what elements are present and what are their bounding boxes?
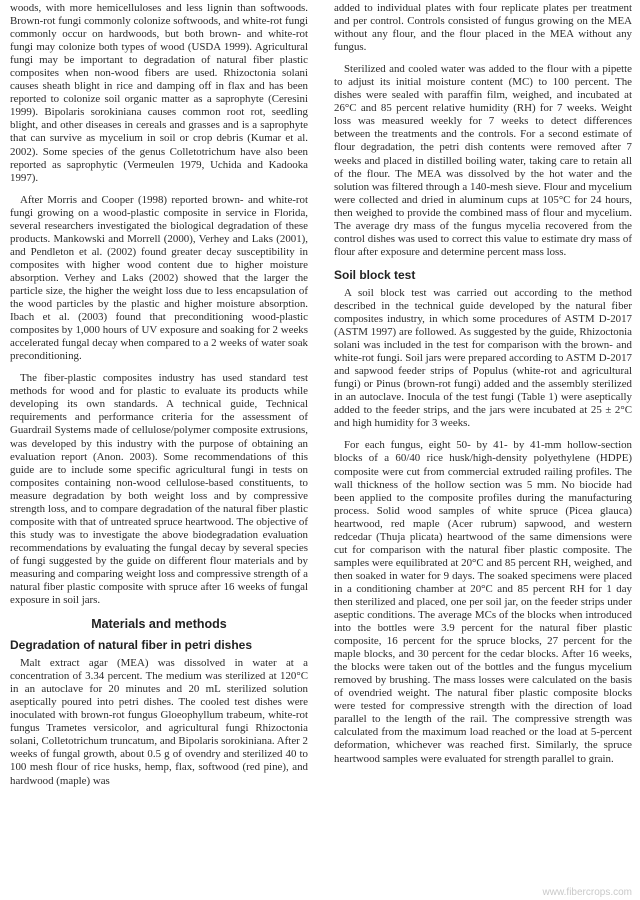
subsection-heading-soil-block: Soil block test [334,267,416,282]
left-column [10,2,308,797]
subsection-heading-petri-dishes: Degradation of natural fiber in petri dishes [10,638,253,653]
paragraph-sterilized-water: Sterilized and cooled water was added to the flour with a pipette to adjust its initial moisture content (MC) to 100 percent. The dishes were sealed with paraffin film, weighed, and incubated at 26°C and 85 percent relative humidity (RH) for 7 weeks. Weight loss was measured weekly for 7 weeks to detect differences between the treatments and the controls. For a second estimate of flour degradation, the petri dish contents were removed after 7 weeks and placed in distilled boiling water, taking care to retain all of the flour. The MEA was dissolved by the hot water and the solution was filtered through a 140-mesh sieve. Flour and mycelium were collected and dried in aluminum cups at 105°C for 24 hours, then weighed to provide the combined mass of flour and mycelium. The average dry mass of the fungus mycelia recovered from the control dishes was used to correct this value to estimate dry mass of flour after exposure and determine percent mass loss. [334,63,632,258]
paragraph-malt-extract-agar: Malt extract agar (MEA) was dissolved in water at a concentration of 3.34 percent. The medium was sterilized at 120°C in an autoclave for 20 minutes and 20 mL sterilized solution aseptically poured into petri dishes. The cooled test dishes were inoculated with brown-rot fungus Gloeophyllum trabeum, white-rot fungus Trametes versicolor, and agricultural fungi Rhizoctonia solani, Colletotrichum truncatum, and Bipolaris sorokiniana. After 2 weeks of fungal growth, about 0.5 g of ovendry and sterilized 40 to 100 mesh flour of rice husks, hemp, flax, softwood (red pine), and hardwood (maple) was [10,657,308,787]
right-column [334,2,632,775]
watermark-text: www.fibercrops.com [542,887,632,898]
paragraph-replicate-plates: added to individual plates with four replicate plates per treatment and per control. Controls consisted of fungus growing on the MEA without any flour, and the flour placed in the MEA without any fungus. [334,2,632,54]
section-heading-materials-methods: Materials and methods [91,617,227,632]
paragraph-previous-research: After Morris and Cooper (1998) reported brown- and white-rot fungi growing on a wood-plastic composite in service in Florida, several researchers investigated the biological degradation of these products. Mankowski and Morrell (2000), Verhey and Laks (2001), and Pendleton et al. (2002) found greater decay susceptibility in composites with higher wood content due to higher moisture absorption. Verhey and Laks (2002) showed that the larger the particle size, the higher the weight loss due to less encapsulation of the wood particles by the plastic and higher moisture absorption. Ibach et al. (2003) found that preconditioning wood-plastic composites by 1,000 hours of UV exposure and soaking for 2 weeks accelerated fungal decay when compared to a 2 weeks of water soak preconditioning. [10,193,308,363]
paragraph-fungi-types: woods, with more hemicelluloses and less lignin than softwoods. Brown-rot fungi commonly colonize softwoods, and white-rot fungi commonly occur on hardwoods, but both brown- and white-rot fungi may colonize both types of wood (USDA 1999). Agricultural fungi may be important to degradation of natural fiber plastic composites when non-wood fibers are used. Rhizoctonia solani causes sheath blight in rice and damping off in flax and has been reported to colonize soil organic matter as a saprophyte (Ceresini 1999). Bipolaris sorokiniana causes common root rot, seedling blight, and other diseases in cereals and grasses and is a saprophyte that can survive as mycelium in soil or crop debris (Kumar et al. 2002). Some species of the genus Colletotrichum have also been reported as saprophytic (Vermeulen 1979, Uchida and Kadooka 1997). [10,2,308,184]
paragraph-industry-standards: The fiber-plastic composites industry has used standard test methods for wood and for plastic to evaluate its products while developing its own standards. A technical guide, Technical requirements and performance criteria for the assessment of Guardrail Systems made of cellulose/polymer composite extrusions, was developed by this industry with the purpose of obtaining an evaluation report (Anon. 2003). Some recommendations of this guide are to include some specific agricultural fungi in tests on composites containing non-wood cellulose-based constituents, to measure degradation by both weight loss and by compressive strength loss, and to compare degradation of the natural fiber plastic composite with that of untreated spruce heartwood. The objective of this study was to investigate the above biodegradation evaluation recommendations by evaluating the fungal decay by several species of fungi suggested by the guide on different flour materials and by measuring and comparing weight loss and compressive strength of a natural fiber plastic composite with spruce after 16 weeks of fungal exposure in soil jars. [10,372,308,607]
paragraph-composite-blocks: For each fungus, eight 50- by 41- by 41-mm hollow-section blocks of a 60/40 rice husk/high-density polyethylene (HDPE) composite were cut from commercial extruded railing profiles. The wall thickness of the hollow section was 5 mm. No biocide had been applied to the composite profiles during the manufacturing process. Solid wood samples of white spruce (Picea glauca) heartwood, red maple (Acer rubrum) sapwood, and western redcedar (Thuja plicata) heartwood of the same dimensions were cut for comparison with the natural fiber plastic composite. The samples were equilibrated at 20°C and 85 percent RH, weighed, and then soaked in water for 9 days. The soaked specimens were placed in a conditioning chamber at 20°C and 85 percent RH for 1 day then sterilized and placed, one per soil jar, on the feeder strips under aseptic conditions. The average MCs of the blocks when introduced into the bottles were 3.9 percent for the natural fiber plastic composite, 16 percent for the spruce blocks, 27 percent for the maple blocks, and 30 percent for the cedar blocks. After 16 weeks, the blocks were taken out of the bottles and the fungus mycelium removed by brushing. The mass losses were calculated on the basis of ovendried weight. The natural fiber plastic composite blocks were tested for compressive strength with the direction of load parallel to the length of the rail. The compressive strength was calculated from the maximum load reached or the load at 5-percent deformation, whichever was reached first. Similarly, the spruce heartwood samples were evaluated for strength parallel to grain. [334,439,632,765]
paragraph-soil-block-method: A soil block test was carried out according to the method described in the technical guide developed by the natural fiber composites industry, in which some procedures of ASTM D-2017 (ASTM 1997) are followed. As suggested by the guide, Rhizoctonia solani was included in the test for comparison with the brown- and white-rot fungi. Soil jars were prepared according to ASTM D-2017 and sapwood feeder strips of Populus (white-rot and agricultural fungi) or Pinus (brown-rot fungi) added and the assembly sterilized in an autoclave. Inocula of the test fungi (Table 1) were aseptically added to the feeder strips, and the jars were incubated at 25 ± 2°C and high humidity for 3 weeks. [334,286,632,430]
